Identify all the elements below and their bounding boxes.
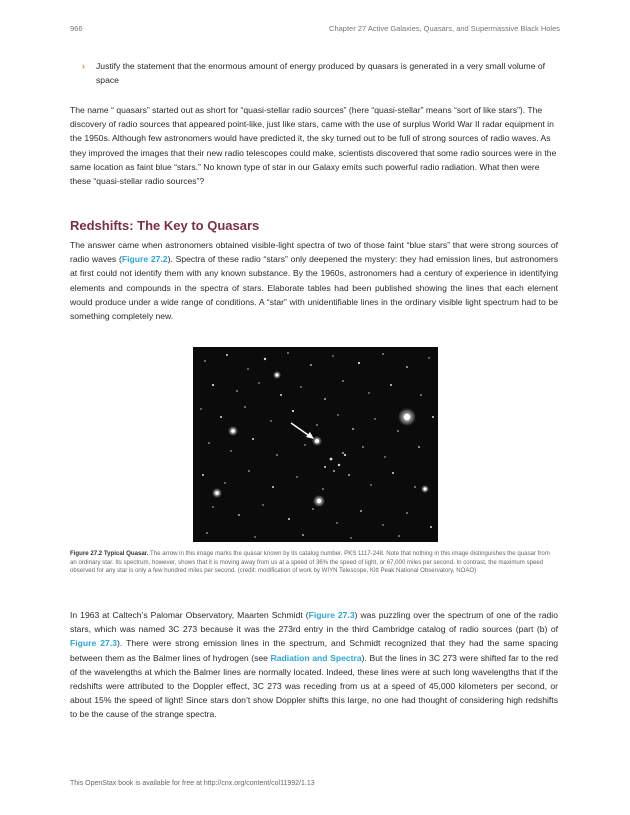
- p1-text-b: ). Spectra of these radio “stars” only deepened the mystery: they had emission lines, but astronomers at first could not identify them with any known substance. By the 1960s, astronomers had a century of experience in identifying elements and compounds in the spectra of stars. Elaborate tables had been published showing the lines that each element would produce under a wide range of conditions. A “star” with unidentifiable lines in the ordinary visible light spectrum had to be something completely new.: [70, 254, 559, 322]
- quasar-photo: [193, 347, 438, 542]
- figure-27-3-link[interactable]: Figure 27.3: [308, 610, 355, 620]
- p2-text-c: ). There were strong emission lines in the spectrum, and Schmidt recognized that they had the same spacing between them as the Balmer lines of hydrogen (see: [70, 638, 559, 663]
- figure-27-2-link[interactable]: Figure 27.2: [121, 254, 168, 265]
- chapter-title: Chapter 27 Active Galaxies, Quasars, and Supermassive Black Holes: [329, 24, 560, 33]
- bullet-arrow-icon: ›: [82, 61, 85, 71]
- p2-text-b: ) was puzzling over the spectrum of one of the radio stars, which was named 3C 273 because it was the 273rd entry in the third Cambridge catalog of radio sources (part (b) of: [70, 610, 558, 635]
- p1-text-a: The answer came when astronomers obtained visible-light spectra of two of those faint “blue stars” that were strong sources of radio waves (: [70, 240, 558, 265]
- page-footer: This OpenStax book is available for free at http://cnx.org/content/col11992/1.13: [70, 780, 315, 787]
- section-paragraph-1: [70, 238, 558, 323]
- p2-text-d: ). But the lines in 3C 273 were shifted far to the red of the wavelengths at which the Balmer lines are normally located. Indeed, these lines were at such long wavelengths that if the redshifts were attributed to the Doppler effect, 3C 273 was receding from us at a speed of 45,000 kilometers per second, or about 15% the speed of light! Since stars don’t show Doppler shifts this large, no one had thought of considering high redshifts to be the cause of the strange spectra.: [70, 652, 558, 720]
- learning-objective-text: Justify the statement that the enormous amount of energy produced by quasars is generated in a very small volume of space: [96, 61, 546, 85]
- intro-paragraph: The name “ quasars” started out as short for “quasi-stellar radio sources” (here “quasi-stellar” means “sort of like stars”). The discovery of radio sources that appeared point-like, just like stars, came with the use of surplus World War II radar equipment in the 1950s. Although few astronomers would have predicted it, the sky turned out to be full of strong sources of radio waves. As they improved the images that their new radio telescopes could make, scientists discovered that some radio sources were in the same location as faint blue “stars.” No known type of star in our Galaxy emits such powerful radio radiation. What then were these “quasi-stellar radio sources”?: [70, 105, 557, 187]
- quasar-star-field: [193, 347, 438, 542]
- section-paragraph-2: [70, 608, 558, 722]
- page-number: 966: [70, 24, 83, 33]
- section-heading: Redshifts: The Key to Quasars: [70, 218, 260, 233]
- figure-27-3-link-2[interactable]: Figure 27.3: [70, 638, 117, 649]
- figure-label: Figure 27.2 Typical Quasar.: [70, 550, 149, 557]
- learning-objective: [82, 60, 557, 87]
- figure-caption: [70, 550, 558, 576]
- figure-caption-text: The arrow in this image marks the quasar known by its catalog number, PKS 1117-248. Note that nothing in this image distinguishes the quasar from an ordinary star. Its spectrum, however, shows that it is moving away from us at a speed of 36% the speed of light, or 67,000 miles per second. In contrast, the maximum speed observed for any star is only a few hundred miles per second. (credit: modification of work by WIYN Telescope, Kitt Peak National Observatory, NOAO): [70, 550, 550, 575]
- radiation-and-spectra-link[interactable]: Radiation and Spectra: [270, 652, 362, 663]
- p2-text-a: In 1963 at Caltech’s Palomar Observatory, Maarten Schmidt (: [70, 610, 309, 620]
